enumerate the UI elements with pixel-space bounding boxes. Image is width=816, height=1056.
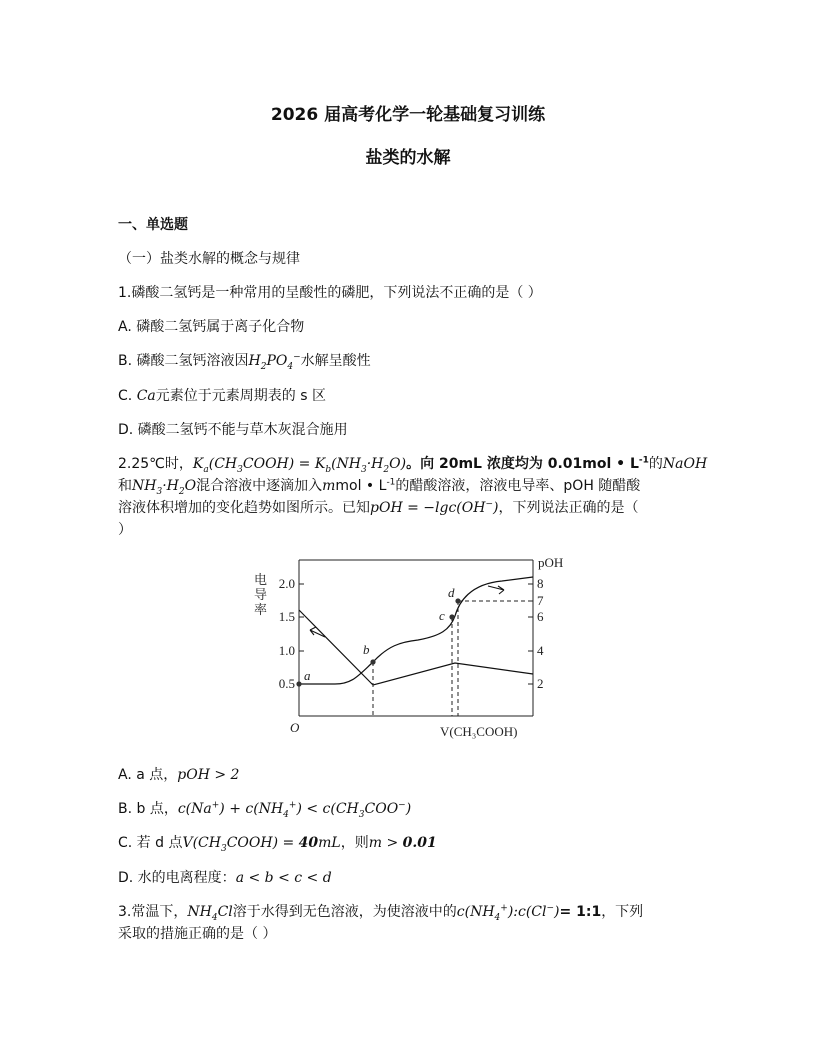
q1-option-b-pre: B. 磷酸二氢钙溶液因 — [118, 353, 249, 369]
x-axis-title: V(CH₃COOH) — [440, 724, 518, 739]
q2-option-b-pre: B. b 点， — [118, 801, 178, 817]
left-tick-label: 1.0 — [278, 643, 295, 658]
poh-arrow — [488, 586, 504, 594]
document-subtitle: 盐类的水解 — [365, 148, 451, 168]
left-axis-title-c1: 导 — [254, 587, 268, 602]
left-axis-title-c2: 率 — [254, 602, 268, 617]
q2-l1-formula: $K_a(CH_3COOH) = K_b(NH_3\cdot H_2O)$ — [192, 456, 407, 475]
conductivity-curve — [299, 610, 533, 685]
q2-option-c-mid: ，则 — [340, 835, 369, 851]
q2-option-b — [118, 798, 411, 820]
left-tick-label: 1.5 — [278, 609, 295, 624]
q2-option-c-pre: C. 若 d 点 — [118, 835, 183, 851]
q2-option-a — [118, 764, 239, 784]
q3-l1-formula2: $c(NH_4^+):c(Cl^-)$ — [456, 903, 560, 923]
left-axis-title — [254, 572, 270, 617]
right-tick-label: 2 — [537, 676, 544, 691]
q2-l1-naoh: NaOH — [662, 456, 708, 472]
q1-option-b-post: 水解呈酸性 — [300, 353, 371, 369]
q2-l1-sup: -1 — [638, 455, 649, 466]
left-tick-label: 2.0 — [278, 576, 295, 591]
q1-option-b-formula: $H_2PO_4^-$ — [248, 352, 301, 372]
left-axis-title-c0: 电 — [254, 572, 268, 587]
right-tick-label: 4 — [537, 643, 544, 658]
q1-option-c-symbol: Ca — [136, 388, 156, 404]
right-tick-label: 6 — [537, 609, 544, 624]
q2-option-c-formula: $V(CH_3COOH) = 40mL$ — [182, 835, 341, 854]
point-a — [296, 681, 301, 686]
point-c — [449, 614, 454, 619]
q2-l2-m: m — [322, 478, 336, 494]
left-tick-label: 0.5 — [278, 676, 295, 691]
q2-l2-pre: 和 — [118, 478, 132, 494]
q3-l1-mid: 溶于水得到无色溶液，为使溶液中的 — [232, 904, 457, 920]
q2-option-d-formula: a < b < c < d — [235, 870, 332, 886]
q2-l2-formula: $NH_3\cdot H_2O$ — [132, 478, 197, 497]
q2-option-c — [118, 832, 437, 854]
q1-option-c-pre: C. — [118, 388, 137, 404]
point-label-b: b — [363, 642, 370, 657]
point-label-c: c — [439, 608, 445, 623]
q2-l1-pre: 2.25℃时， — [118, 456, 193, 472]
q2-l1-post: 的 — [648, 456, 663, 472]
q3-stem-line2: 采取的措施正确的是（ ） — [118, 926, 277, 942]
q2-option-b-formula: $c(Na^+) + c(NH_4^+) < c(CH_3COO^-)$ — [177, 800, 412, 820]
q3-l1-formula: $NH_4Cl$ — [187, 904, 233, 923]
q3-l1-pre: 3.常温下， — [118, 904, 188, 920]
section-heading: 一、单选题 — [118, 217, 188, 233]
q2-option-c-formula2: m > 0.01 — [368, 835, 437, 851]
q1-option-d: D. 磷酸二氢钙不能与草木灰混合施用 — [118, 422, 348, 438]
point-b — [370, 659, 375, 664]
q2-option-a-formula: pOH > 2 — [177, 767, 240, 783]
q3-l1-post: ，下列 — [601, 904, 644, 920]
q2-stem-line3 — [118, 497, 638, 517]
q2-stem-line1 — [118, 453, 707, 475]
document-title: 2026 届高考化学一轮基础复习训练 — [270, 105, 546, 125]
q2-l3-formula: pOH = −lgc(OH−) — [370, 499, 499, 516]
q2-l2-sup: -1 — [386, 477, 396, 488]
q2-option-a-pre: A. a 点， — [118, 767, 178, 783]
q2-option-d — [118, 867, 332, 887]
q1-stem: 1.磷酸二氢钙是一种常用的呈酸性的磷肥，下列说法不正确的是（ ） — [118, 285, 542, 301]
section-subheading: （一）盐类水解的概念与规律 — [118, 251, 300, 267]
point-label-a: a — [304, 668, 311, 683]
q2-l2-mid: 混合溶液中逐滴加入 — [196, 478, 323, 494]
right-tick-label: 8 — [537, 576, 544, 591]
q2-l3-post: ，下列说法正确的是（ — [498, 500, 639, 516]
q2-stem-line2 — [118, 475, 640, 497]
q2-l2-mid2: mol • L — [335, 478, 387, 494]
q2-l1-mid: 。向 20mL 浓度均为 0.01mol • L — [406, 456, 639, 472]
q2-l3-pre: 溶液体积增加的变化趋势如图所示。已知 — [118, 500, 370, 516]
q2-chart — [240, 550, 580, 750]
point-d — [455, 598, 460, 603]
q3-stem-line1 — [118, 901, 643, 923]
q2-l2-post: 的醋酸溶液，溶液电导率、pOH 随醋酸 — [395, 478, 641, 494]
q1-option-a: A. 磷酸二氢钙属于离子化合物 — [118, 319, 305, 335]
q3-l1-ratio: = 1:1 — [559, 904, 602, 920]
point-label-d: d — [448, 585, 455, 600]
poh-curve — [299, 577, 533, 684]
q2-option-d-pre: D. 水的电离程度： — [118, 870, 236, 886]
q1-option-c-post: 元素位于元素周期表的 s 区 — [155, 388, 326, 404]
q1-option-b — [118, 350, 371, 372]
right-axis-title: pOH — [538, 555, 564, 570]
origin-label: O — [290, 720, 300, 735]
left-ticks — [279, 576, 304, 691]
q2-stem-line4: ） — [118, 522, 132, 538]
right-tick-label: 7 — [537, 593, 544, 608]
q1-option-c — [118, 385, 326, 405]
